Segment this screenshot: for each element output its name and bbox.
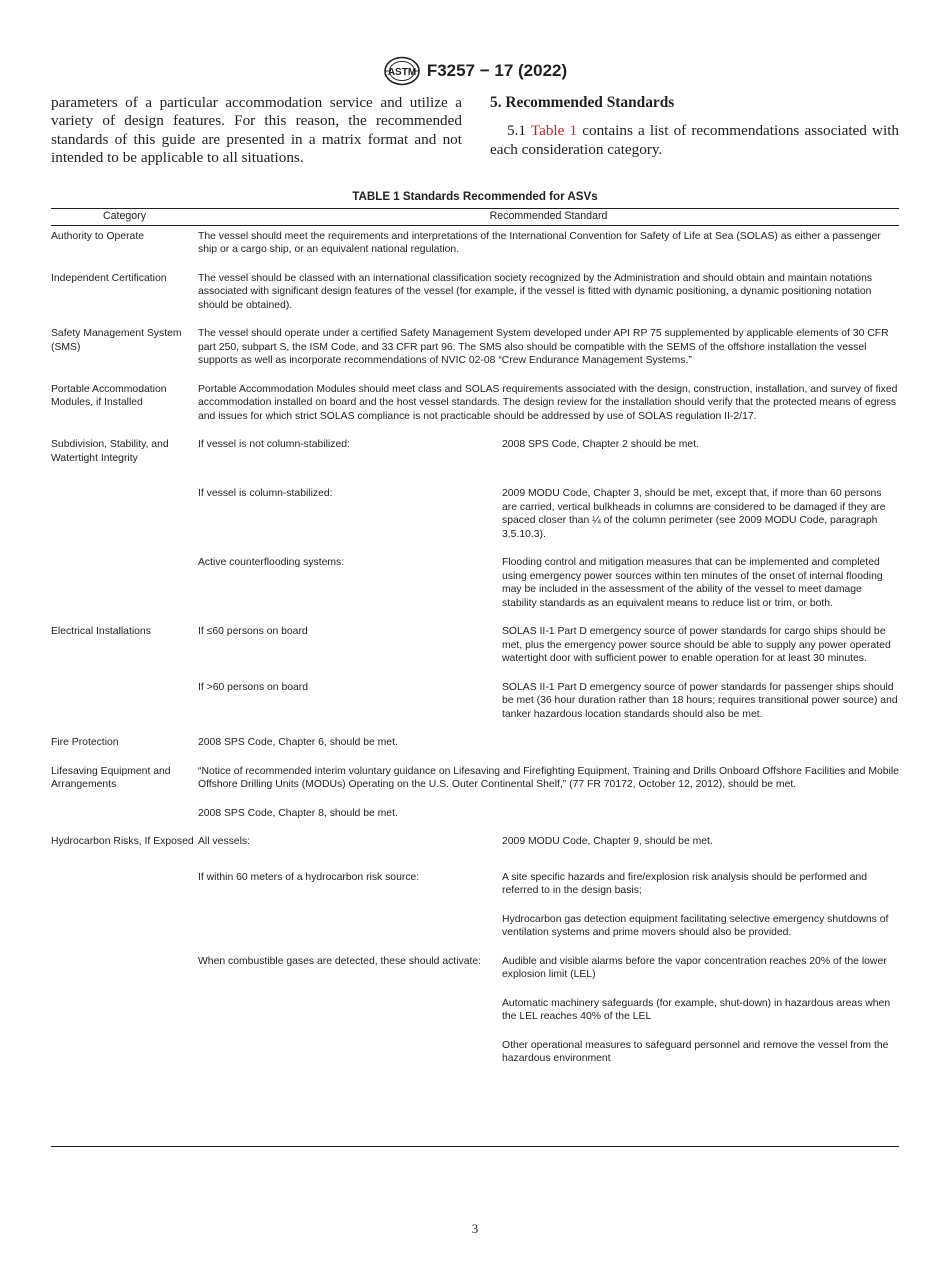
row-standard: 2009 MODU Code, Chapter 3, should be met, except that, if more than 60 persons are carried, vertical bulkheads in columns are considered to be damaged if they are spaced closer than ¼ of the column perimeter (see 2009 MODU Code, paragraph 3.5.10.3). — [502, 488, 886, 540]
row-category — [51, 1039, 198, 1080]
table-row — [51, 1039, 899, 1080]
row-category — [51, 681, 198, 737]
left-column-text: parameters of a particular accommodation service and utilize a variety of design features. For this reason, the recommended standards of this guide are presented in a matrix format and not intended to be applicable to all situations. — [51, 94, 462, 167]
table-title: TABLE 1 Standards Recommended for ASVs — [352, 190, 598, 203]
row-category — [51, 487, 198, 556]
standards-table — [51, 208, 899, 1080]
row-category: Fire Protection — [51, 737, 119, 748]
row-category: Authority to Operate — [51, 230, 144, 242]
row-standard: “Notice of recommended interim voluntary guidance on Lifesaving and Firefighting Equipment, Training and Drills Onboard Offshore Facilities and Mobile Offshore Drilling Units (MODUs) Operating on the U.S. Outer Continental Shelf,” (77 FR 70172, October 12, 2012), should be met. — [198, 765, 899, 790]
header-category: Category — [103, 210, 146, 222]
section-paragraph — [490, 122, 899, 159]
row-standard: A site specific hazards and fire/explosion risk analysis should be performed and referred to in the design basis; — [502, 871, 868, 896]
row-standard: 2008 SPS Code, Chapter 8, should be met. — [198, 807, 398, 819]
row-condition: If vessel is not column-stabilized: — [198, 439, 350, 450]
row-category: Hydrocarbon Risks, If Exposed — [51, 836, 194, 847]
table-row — [51, 681, 899, 737]
table-1-link[interactable]: Table 1 — [530, 122, 578, 140]
row-standard: SOLAS II-1 Part D emergency source of power standards for cargo ships should be met, plus the emergency power source should be able to supply any power operated watertight door with sufficient power to enable operation for at least 30 minutes. — [502, 626, 891, 664]
svg-text:ASTM: ASTM — [387, 67, 416, 78]
table-row — [51, 807, 899, 836]
table-row — [51, 556, 899, 625]
table-header-row — [51, 209, 899, 226]
paragraph-number: 5.1 — [507, 122, 531, 140]
table-row — [51, 871, 899, 913]
row-category: Portable Accommodation Modules, if Installed — [51, 383, 167, 408]
astm-logo-icon — [383, 56, 421, 86]
page-header — [0, 56, 950, 86]
row-condition: If within 60 meters of a hydrocarbon risk source: — [198, 871, 420, 883]
section-5 — [490, 94, 899, 159]
row-standard: The vessel should meet the requirements and interpretations of the International Convention for Safety of Life at Sea (SOLAS) as either a passenger ship or a cargo ship, or an equivalent national regulation. — [198, 230, 881, 255]
row-standard: Flooding control and mitigation measures that can be implemented and completed using emergency power sources within ten minutes of the onset of internal flooding may be included in the assessment of the ability of the vessel to meet damage stability standards as an equivalent means to reduce list or trim, or both. — [502, 557, 883, 609]
row-condition: If vessel is column-stabilized: — [198, 488, 333, 499]
row-category — [51, 997, 198, 1039]
row-condition — [198, 997, 502, 1039]
header-recommended-standard: Recommended Standard — [489, 210, 608, 222]
row-category — [51, 807, 198, 836]
row-standard: Hydrocarbon gas detection equipment facilitating selective emergency shutdowns of ventilation systems and prime movers should also be provided. — [502, 913, 889, 938]
table-row — [51, 955, 899, 997]
table-row — [51, 225, 899, 272]
row-standard: The vessel should be classed with an international classification society recognized by the Administration and should obtain and maintain notations associated with significant design features of the vessel (for example, if the vessel is fitted with dynamic positioning, a dynamic positioning notation should be obtained). — [198, 272, 873, 311]
table-row — [51, 835, 899, 871]
row-standard: SOLAS II-1 Part D emergency source of power standards for passenger ships should be met (36 hour duration rather than 18 hours; requires transitional power source) and tanker hazardous location standards should also be met. — [502, 681, 898, 720]
row-category: Electrical Installations — [51, 626, 151, 637]
row-standard: Automatic machinery safeguards (for example, shut-down) in hazardous areas when the LEL reaches 40% of the LEL — [502, 997, 891, 1022]
table-row — [51, 625, 899, 681]
row-category: Independent Certification — [51, 272, 167, 284]
row-condition: When combustible gases are detected, these should activate: — [198, 955, 482, 967]
row-standard: The vessel should operate under a certified Safety Management System developed under API RP 75 supplemented by applicable elements of 30 CFR part 250, subpart S, the ISM Code, and 33 CFR part 96. The SMS also should be compatible with the SEMS of the offshore installation the vessel supports as well as incorporate recommendations of NVIC 02-08 “Crew Endurance Management Systems.” — [198, 328, 889, 366]
row-category — [51, 556, 198, 625]
row-condition: If ≤60 persons on board — [198, 626, 308, 637]
row-category: Safety Management System (SMS) — [51, 328, 182, 353]
table-row — [51, 997, 899, 1039]
row-standard: Other operational measures to safeguard personnel and remove the vessel from the hazardous environment — [502, 1039, 889, 1064]
row-category — [51, 871, 198, 913]
row-condition: Active counterflooding systems: — [198, 557, 345, 568]
table-row — [51, 736, 899, 765]
row-condition: If >60 persons on board — [198, 681, 309, 693]
row-category — [51, 955, 198, 997]
row-standard: 2008 SPS Code, Chapter 6, should be met. — [198, 737, 398, 748]
table-bottom-rule — [51, 1146, 899, 1147]
table-row — [51, 913, 899, 955]
table-row — [51, 327, 899, 383]
row-standard: Audible and visible alarms before the vapor concentration reaches 20% of the lower explosion limit (LEL) — [502, 955, 887, 980]
row-standard: Portable Accommodation Modules should meet class and SOLAS requirements associated with the design, construction, installation, and survey of fixed accommodation installed on board and the host vessel standards. The design review for the installation should verify that the protected means of egress and issues for which strict SOLAS compliance is not practicable should be addressed by use of SOLAS regulation II-2/17. — [198, 383, 898, 422]
page-number: 3 — [471, 1221, 479, 1236]
table-row — [51, 487, 899, 556]
row-category: Lifesaving Equipment and Arrangements — [51, 765, 171, 790]
table-row — [51, 383, 899, 439]
table-row — [51, 272, 899, 328]
row-standard: 2008 SPS Code, Chapter 2 should be met. — [502, 439, 699, 450]
row-category — [51, 913, 198, 955]
table-row — [51, 438, 899, 487]
row-standard: 2009 MODU Code, Chapter 9, should be met. — [502, 836, 713, 847]
row-condition: All vessels: — [198, 836, 250, 847]
row-category: Subdivision, Stability, and Watertight Integrity — [51, 439, 169, 464]
row-condition — [198, 1039, 502, 1080]
document-id: F3257 − 17 (2022) — [426, 61, 568, 80]
table-row — [51, 765, 899, 807]
paragraph-text: contains a list of recommendations associated with each consideration category. — [490, 122, 900, 158]
row-condition — [198, 913, 502, 955]
section-heading: 5. Recommended Standards — [490, 94, 675, 111]
